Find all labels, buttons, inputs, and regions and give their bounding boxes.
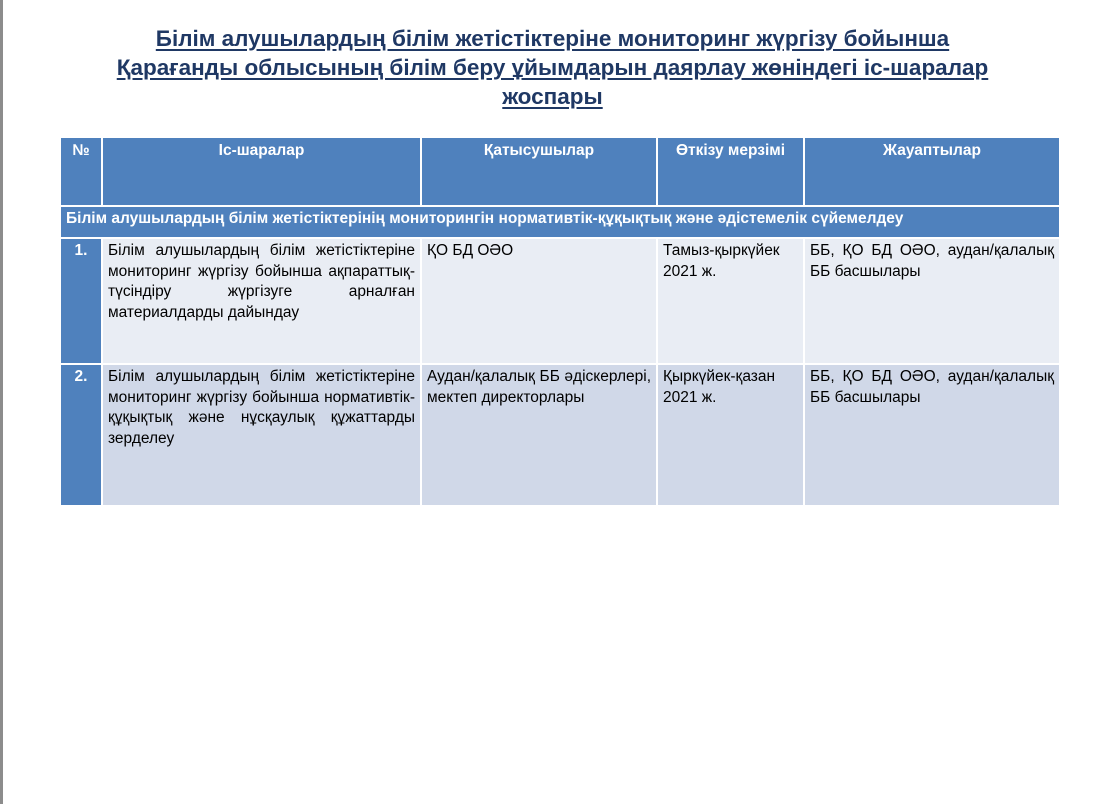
row-number: 2. <box>60 364 102 506</box>
header-activity: Іс-шаралар <box>102 137 421 206</box>
activities-table <box>59 136 1061 507</box>
row-activity: Білім алушылардың білім жетістіктеріне мониторинг жүргізу бойынша ақпараттық-түсіндіру жүргізуге арналған материалдарды дайындау <box>102 238 421 364</box>
row-deadline: Қыркүйек-қазан 2021 ж. <box>657 364 804 506</box>
row-responsible: ББ, ҚО БД ОӘО, аудан/қалалық ББ басшылары <box>804 364 1060 506</box>
section-row <box>60 206 1060 238</box>
header-deadline: Өткізу мерзімі <box>657 137 804 206</box>
header-num: № <box>60 137 102 206</box>
left-border <box>0 0 3 804</box>
row-number: 1. <box>60 238 102 364</box>
header-participants: Қатысушылар <box>421 137 657 206</box>
title-line-1: Білім алушылардың білім жетістіктеріне мониторинг жүргізу бойынша <box>155 26 950 51</box>
row-participants: Аудан/қалалық ББ әдіскерлері, мектеп директорлары <box>421 364 657 506</box>
row-activity: Білім алушылардың білім жетістіктеріне мониторинг жүргізу бойынша нормативтік-құқықтық және нұсқаулық құжаттарды зерделеу <box>102 364 421 506</box>
row-deadline: Тамыз-қыркүйек 2021 ж. <box>657 238 804 364</box>
title-line-3: жоспары <box>502 84 603 109</box>
table-row <box>60 238 1060 364</box>
table-row <box>60 364 1060 506</box>
page-title <box>60 24 1045 111</box>
row-participants: ҚО БД ОӘО <box>421 238 657 364</box>
header-responsible: Жауаптылар <box>804 137 1060 206</box>
section-title: Білім алушылардың білім жетістіктерінің мониторингін нормативтік-құқықтық және әдістемелік сүйемелдеу <box>60 206 1060 238</box>
table-header-row <box>60 137 1060 206</box>
row-responsible: ББ, ҚО БД ОӘО, аудан/қалалық ББ басшылары <box>804 238 1060 364</box>
title-line-2: Қарағанды облысының білім беру ұйымдарын даярлау жөніндегі іс-шаралар <box>116 55 989 80</box>
